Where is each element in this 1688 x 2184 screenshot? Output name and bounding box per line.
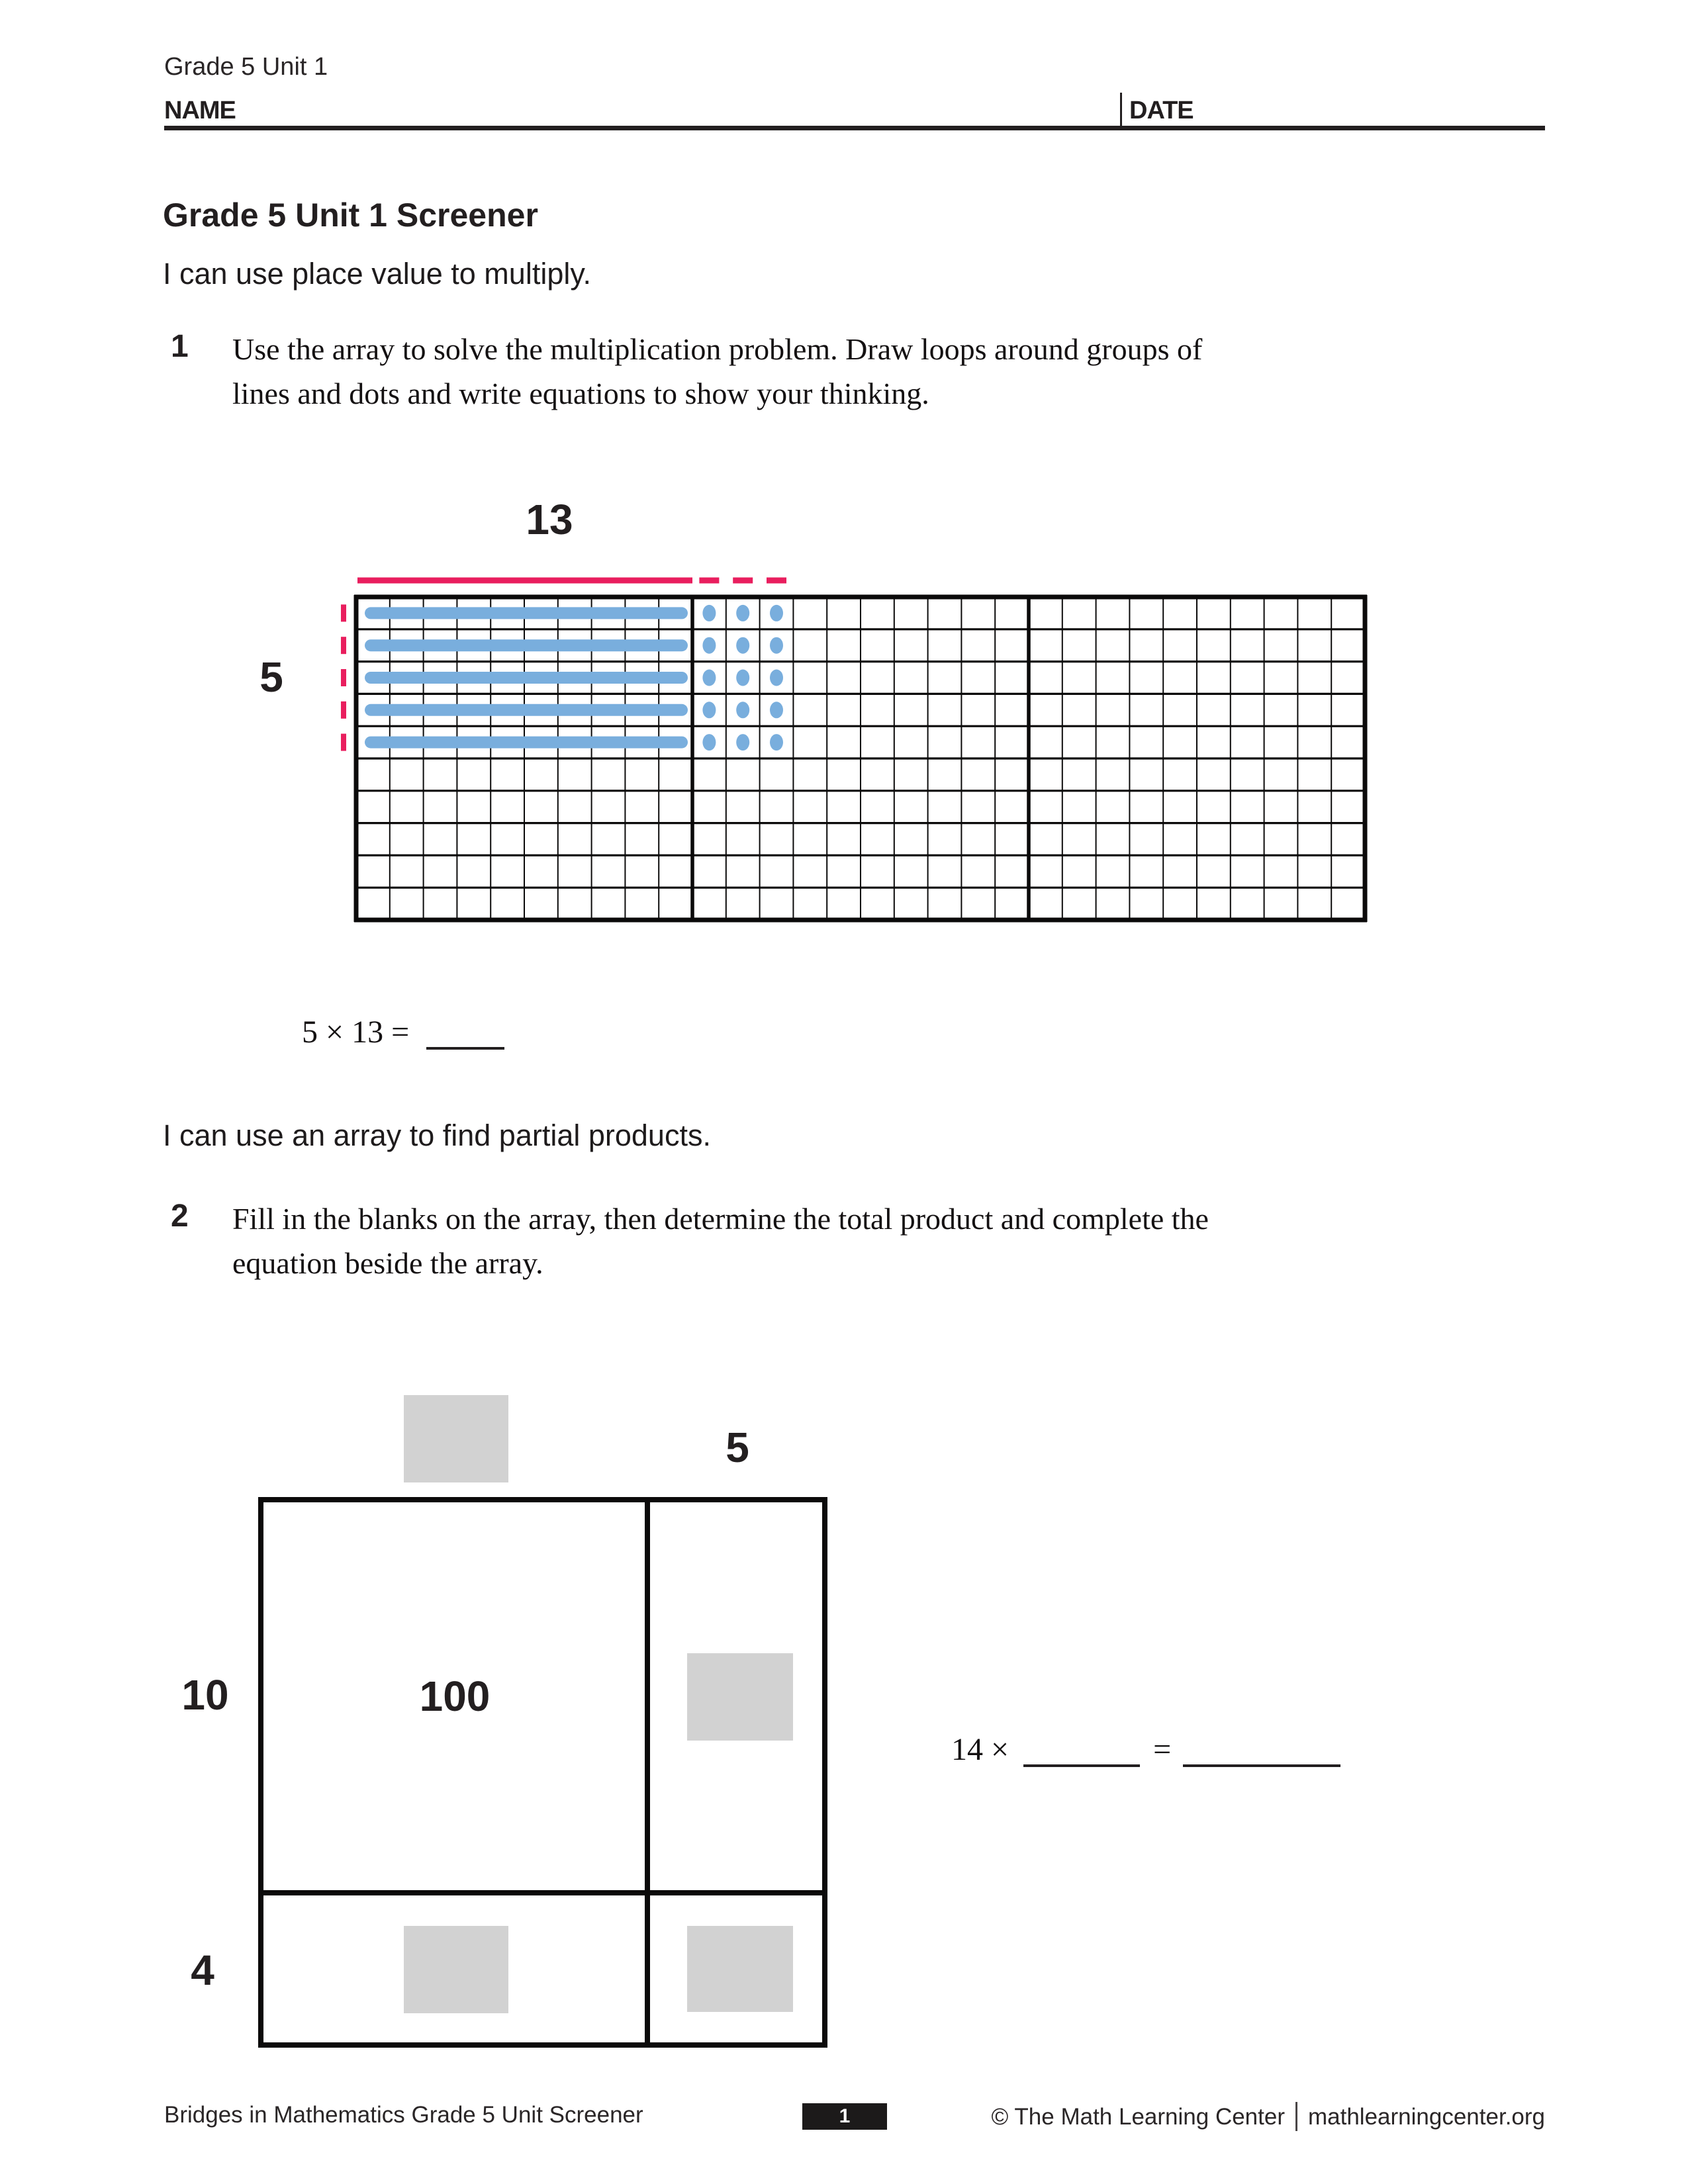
problem-1-text-line-2: lines and dots and write equations to show your thinking. bbox=[232, 377, 929, 410]
area-model-vertical-divider bbox=[645, 1497, 650, 2048]
name-label: NAME bbox=[164, 97, 236, 124]
array-row-count-label: 5 bbox=[259, 653, 283, 701]
footer-left-text: Bridges in Mathematics Grade 5 Unit Screener bbox=[164, 2102, 643, 2128]
array-column-count-label: 13 bbox=[526, 496, 573, 543]
footer-divider bbox=[1295, 2102, 1297, 2131]
problem-1-text-line-1: Use the array to solve the multiplication problem. Draw loops around groups of bbox=[232, 332, 1203, 366]
equation-2-factor-blank[interactable] bbox=[1023, 1733, 1140, 1767]
problem-2-text-line-1: Fill in the blanks on the array, then determine the total product and complete the bbox=[232, 1202, 1209, 1236]
skill-statement-1: I can use place value to multiply. bbox=[163, 257, 592, 291]
equation-2-prefix: 14 × bbox=[951, 1732, 1009, 1767]
page-title: Grade 5 Unit 1 Screener bbox=[163, 197, 538, 234]
problem-2-number: 2 bbox=[171, 1199, 189, 1234]
name-date-writing-line[interactable] bbox=[164, 126, 1545, 130]
equation-2 bbox=[951, 1731, 1340, 1768]
blank-box-bottom-left-product[interactable] bbox=[404, 1926, 508, 2013]
equation-1-answer-blank[interactable] bbox=[426, 1015, 504, 1050]
course-label: Grade 5 Unit 1 bbox=[164, 53, 328, 81]
problem-1-number: 1 bbox=[171, 329, 189, 364]
footer-right-text bbox=[992, 2102, 1545, 2131]
footer-copyright: © The Math Learning Center bbox=[991, 2104, 1285, 2130]
blank-box-top-right-product[interactable] bbox=[687, 1653, 793, 1741]
name-date-divider bbox=[1120, 93, 1122, 127]
equation-1-lhs: 5 × 13 = bbox=[302, 1015, 410, 1050]
area-model-cell-value-100: 100 bbox=[419, 1672, 491, 1720]
base-ten-grid-array[interactable] bbox=[252, 490, 1417, 953]
area-model-side-label-10: 10 bbox=[181, 1671, 229, 1719]
equation-1 bbox=[302, 1014, 504, 1050]
skill-statement-2: I can use an array to find partial products. bbox=[163, 1118, 711, 1152]
date-label: DATE bbox=[1129, 97, 1194, 124]
blank-box-bottom-right-product[interactable] bbox=[687, 1926, 793, 2012]
page-number-box bbox=[802, 2103, 887, 2130]
equation-2-equals: = bbox=[1153, 1732, 1172, 1767]
blank-box-top-factor[interactable] bbox=[404, 1395, 508, 1482]
problem-2-text-line-2: equation beside the array. bbox=[232, 1246, 543, 1280]
area-model-horizontal-divider bbox=[258, 1890, 827, 1895]
equation-2-product-blank[interactable] bbox=[1183, 1733, 1340, 1767]
area-model-top-label-5: 5 bbox=[726, 1424, 749, 1471]
page-number: 1 bbox=[839, 2105, 851, 2127]
area-model-side-label-4: 4 bbox=[191, 1946, 214, 1994]
footer-website: mathlearningcenter.org bbox=[1308, 2104, 1545, 2130]
